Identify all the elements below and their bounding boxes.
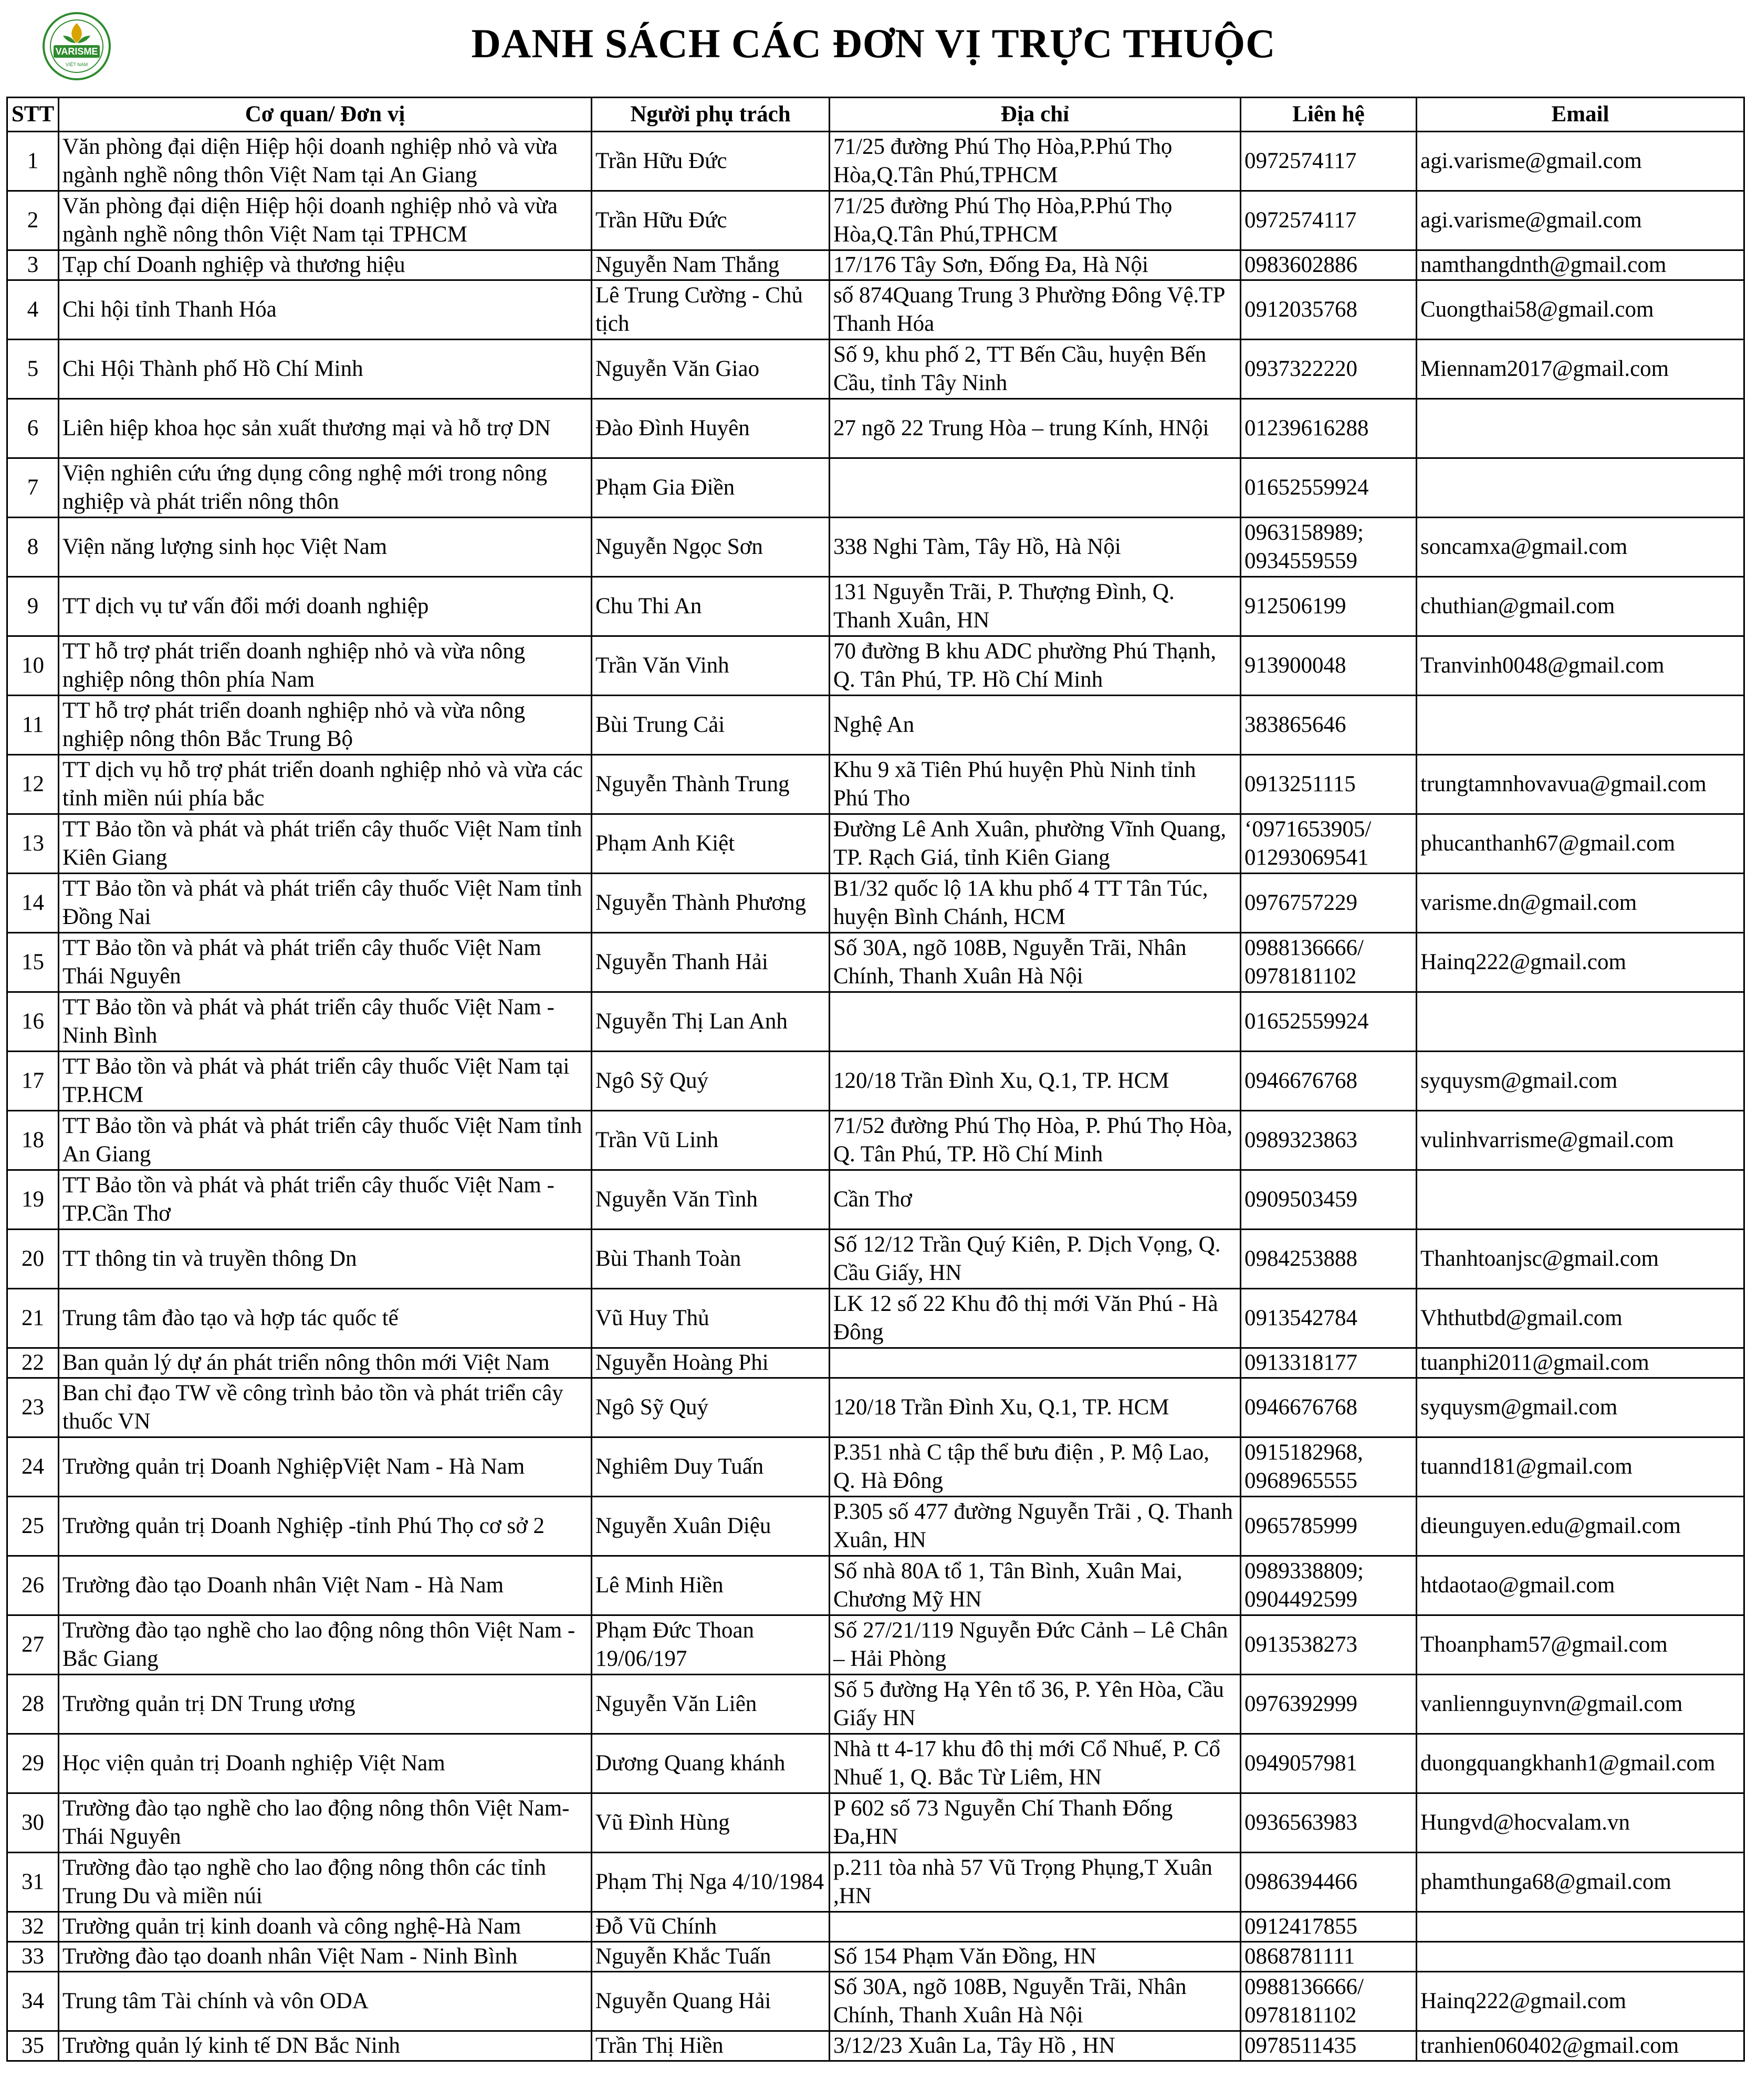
cell-address: số 874Quang Trung 3 Phường Đông Vệ.TP Thanh Hóa xyxy=(830,280,1241,340)
table-row xyxy=(7,1348,1744,1378)
cell-address: Số 9, khu phố 2, TT Bến Cầu, huyện Bến Cầu, tỉnh Tây Ninh xyxy=(830,340,1241,399)
table-row xyxy=(7,132,1744,191)
cell-email[interactable]: dieunguyen.edu@gmail.com xyxy=(1417,1497,1744,1556)
cell-unit: Trường đào tạo Doanh nhân Việt Nam - Hà Nam xyxy=(59,1556,592,1615)
cell-address: Khu 9 xã Tiên Phú huyện Phù Ninh tỉnh Phú Tho xyxy=(830,755,1241,814)
cell-email[interactable]: agi.varisme@gmail.com xyxy=(1417,132,1744,191)
cell-contact: 0976757229 xyxy=(1241,874,1417,933)
table-row xyxy=(7,1111,1744,1170)
cell-address: Nghệ An xyxy=(830,696,1241,755)
cell-address: P.305 số 477 đường Nguyễn Trãi , Q. Thanh Xuân, HN xyxy=(830,1497,1241,1556)
cell-person: Nguyễn Quang Hải xyxy=(592,1972,830,2031)
cell-contact: 0913318177 xyxy=(1241,1348,1417,1378)
cell-stt: 9 xyxy=(7,577,59,636)
table-header-row xyxy=(7,98,1744,132)
cell-address: Cần Thơ xyxy=(830,1170,1241,1230)
cell-contact: 383865646 xyxy=(1241,696,1417,755)
cell-stt: 25 xyxy=(7,1497,59,1556)
cell-email[interactable]: syquysm@gmail.com xyxy=(1417,1052,1744,1111)
cell-unit: Trường quản trị Doanh Nghiệp -tỉnh Phú Thọ cơ sở 2 xyxy=(59,1497,592,1556)
cell-email[interactable]: soncamxa@gmail.com xyxy=(1417,518,1744,577)
cell-stt: 18 xyxy=(7,1111,59,1170)
cell-stt: 35 xyxy=(7,2031,59,2061)
cell-person: Phạm Gia Điền xyxy=(592,458,830,518)
cell-unit: Văn phòng đại diện Hiệp hội doanh nghiệp nhỏ và vừa ngành nghề nông thôn Việt Nam tại An Giang xyxy=(59,132,592,191)
logo-text: VARISME xyxy=(55,46,98,57)
table-row xyxy=(7,250,1744,280)
cell-address: 338 Nghi Tàm, Tây Hồ, Hà Nội xyxy=(830,518,1241,577)
cell-contact: 0936563983 xyxy=(1241,1793,1417,1853)
cell-unit: TT Bảo tồn và phát và phát triển cây thuốc Việt Nam tại TP.HCM xyxy=(59,1052,592,1111)
cell-unit: TT hỗ trợ phát triển doanh nghiệp nhỏ và vừa nông nghiệp nông thôn phía Nam xyxy=(59,636,592,696)
table-row xyxy=(7,1793,1744,1853)
cell-address: P.351 nhà C tập thể bưu điện , P. Mộ Lao, Q. Hà Đông xyxy=(830,1437,1241,1497)
table-row xyxy=(7,1675,1744,1734)
cell-unit: Chi hội tỉnh Thanh Hóa xyxy=(59,280,592,340)
cell-address: Số 30A, ngõ 108B, Nguyễn Trãi, Nhân Chính, Thanh Xuân Hà Nội xyxy=(830,1972,1241,2031)
cell-person: Nguyễn Khắc Tuấn xyxy=(592,1942,830,1972)
cell-contact: 0913538273 xyxy=(1241,1615,1417,1675)
cell-unit: Trường quản trị DN Trung ương xyxy=(59,1675,592,1734)
cell-address: Số 12/12 Trần Quý Kiên, P. Dịch Vọng, Q. Cầu Giấy, HN xyxy=(830,1230,1241,1289)
cell-email xyxy=(1417,1912,1744,1942)
cell-address: Số 154 Phạm Văn Đồng, HN xyxy=(830,1942,1241,1972)
cell-contact: 0988136666/ 0978181102 xyxy=(1241,933,1417,992)
cell-person: Lê Minh Hiền xyxy=(592,1556,830,1615)
cell-stt: 2 xyxy=(7,191,59,250)
cell-contact: 0986394466 xyxy=(1241,1853,1417,1912)
cell-person: Đỗ Vũ Chính xyxy=(592,1912,830,1942)
cell-contact: ‘0971653905/ 01293069541 xyxy=(1241,814,1417,874)
cell-unit: Trường quản lý kinh tế DN Bắc Ninh xyxy=(59,2031,592,2061)
cell-address: p.211 tòa nhà 57 Vũ Trọng Phụng,T Xuân ,HN xyxy=(830,1853,1241,1912)
cell-address: 17/176 Tây Sơn, Đống Đa, Hà Nội xyxy=(830,250,1241,280)
cell-contact: 0965785999 xyxy=(1241,1497,1417,1556)
cell-email[interactable]: Thanhtoanjsc@gmail.com xyxy=(1417,1230,1744,1289)
table-row xyxy=(7,577,1744,636)
cell-email xyxy=(1417,458,1744,518)
table-row xyxy=(7,992,1744,1052)
cell-person: Nguyễn Thị Lan Anh xyxy=(592,992,830,1052)
cell-address: Số nhà 80A tổ 1, Tân Bình, Xuân Mai, Chương Mỹ HN xyxy=(830,1556,1241,1615)
cell-stt: 32 xyxy=(7,1912,59,1942)
cell-stt: 16 xyxy=(7,992,59,1052)
cell-stt: 4 xyxy=(7,280,59,340)
cell-stt: 7 xyxy=(7,458,59,518)
cell-person: Nguyễn Xuân Diệu xyxy=(592,1497,830,1556)
cell-person: Ngô Sỹ Quý xyxy=(592,1378,830,1437)
cell-email[interactable]: trungtamnhovavua@gmail.com xyxy=(1417,755,1744,814)
cell-email[interactable]: namthangdnth@gmail.com xyxy=(1417,250,1744,280)
logo-subtext: VIỆT NAM xyxy=(65,62,88,67)
cell-stt: 15 xyxy=(7,933,59,992)
cell-unit: Trường đào tạo nghề cho lao động nông thôn Việt Nam - Bắc Giang xyxy=(59,1615,592,1675)
cell-stt: 33 xyxy=(7,1942,59,1972)
cell-person: Trần Hữu Đức xyxy=(592,191,830,250)
cell-email[interactable]: vulinhvarrisme@gmail.com xyxy=(1417,1111,1744,1170)
table-row xyxy=(7,2031,1744,2061)
cell-email[interactable]: vanliennguynvn@gmail.com xyxy=(1417,1675,1744,1734)
cell-unit: TT Bảo tồn và phát và phát triển cây thuốc Việt Nam Thái Nguyên xyxy=(59,933,592,992)
cell-address: Nhà tt 4-17 khu đô thị mới Cổ Nhuế, P. Cổ Nhuế 1, Q. Bắc Từ Liêm, HN xyxy=(830,1734,1241,1793)
cell-stt: 26 xyxy=(7,1556,59,1615)
cell-person: Phạm Anh Kiệt xyxy=(592,814,830,874)
cell-stt: 31 xyxy=(7,1853,59,1912)
cell-email[interactable]: phamthunga68@gmail.com xyxy=(1417,1853,1744,1912)
cell-email xyxy=(1417,399,1744,458)
cell-email[interactable]: tranhien060402@gmail.com xyxy=(1417,2031,1744,2061)
cell-person: Nguyễn Văn Giao xyxy=(592,340,830,399)
table-body xyxy=(7,132,1744,2061)
table-row xyxy=(7,1437,1744,1497)
table-row xyxy=(7,399,1744,458)
cell-address: P 602 số 73 Nguyễn Chí Thanh Đống Đa,HN xyxy=(830,1793,1241,1853)
table-row xyxy=(7,1052,1744,1111)
cell-unit: Ban quản lý dự án phát triển nông thôn mới Việt Nam xyxy=(59,1348,592,1378)
cell-contact: 0963158989; 0934559559 xyxy=(1241,518,1417,577)
cell-person: Nguyễn Thành Trung xyxy=(592,755,830,814)
table-row xyxy=(7,1853,1744,1912)
table-row xyxy=(7,933,1744,992)
cell-contact: 0976392999 xyxy=(1241,1675,1417,1734)
cell-contact: 0915182968, 0968965555 xyxy=(1241,1437,1417,1497)
cell-email[interactable]: tuannd181@gmail.com xyxy=(1417,1437,1744,1497)
table-row xyxy=(7,1972,1744,2031)
cell-person: Vũ Huy Thủ xyxy=(592,1289,830,1348)
cell-person: Bùi Thanh Toàn xyxy=(592,1230,830,1289)
cell-contact: 01239616288 xyxy=(1241,399,1417,458)
cell-unit: TT hỗ trợ phát triển doanh nghiệp nhỏ và vừa nông nghiệp nông thôn Bắc Trung Bộ xyxy=(59,696,592,755)
cell-unit: TT Bảo tồn và phát và phát triển cây thuốc Việt Nam tỉnh Kiên Giang xyxy=(59,814,592,874)
cell-contact: 0983602886 xyxy=(1241,250,1417,280)
cell-unit: Trường quản trị Doanh NghiệpViệt Nam - Hà Nam xyxy=(59,1437,592,1497)
cell-address: 120/18 Trần Đình Xu, Q.1, TP. HCM xyxy=(830,1378,1241,1437)
cell-stt: 22 xyxy=(7,1348,59,1378)
cell-stt: 29 xyxy=(7,1734,59,1793)
cell-address: LK 12 số 22 Khu đô thị mới Văn Phú - Hà Đông xyxy=(830,1289,1241,1348)
cell-contact: 0912417855 xyxy=(1241,1912,1417,1942)
cell-stt: 27 xyxy=(7,1615,59,1675)
cell-stt: 1 xyxy=(7,132,59,191)
cell-email[interactable]: duongquangkhanh1@gmail.com xyxy=(1417,1734,1744,1793)
cell-stt: 34 xyxy=(7,1972,59,2031)
cell-person: Nguyễn Nam Thắng xyxy=(592,250,830,280)
table-row xyxy=(7,518,1744,577)
table-row xyxy=(7,874,1744,933)
units-table-container xyxy=(6,97,1743,2062)
cell-contact: 0909503459 xyxy=(1241,1170,1417,1230)
cell-address: Số 30A, ngõ 108B, Nguyễn Trãi, Nhân Chính, Thanh Xuân Hà Nội xyxy=(830,933,1241,992)
cell-address: 71/25 đường Phú Thọ Hòa,P.Phú Thọ Hòa,Q.Tân Phú,TPHCM xyxy=(830,191,1241,250)
cell-email[interactable]: Vhthutbd@gmail.com xyxy=(1417,1289,1744,1348)
header-contact: Liên hệ xyxy=(1241,98,1417,132)
cell-person: Trần Văn Vinh xyxy=(592,636,830,696)
cell-person: Nghiêm Duy Tuấn xyxy=(592,1437,830,1497)
cell-address: 120/18 Trần Đình Xu, Q.1, TP. HCM xyxy=(830,1052,1241,1111)
cell-person: Nguyễn Hoàng Phi xyxy=(592,1348,830,1378)
cell-stt: 24 xyxy=(7,1437,59,1497)
cell-email[interactable]: Thoanpham57@gmail.com xyxy=(1417,1615,1744,1675)
cell-contact: 0972574117 xyxy=(1241,132,1417,191)
cell-contact: 913900048 xyxy=(1241,636,1417,696)
table-row xyxy=(7,814,1744,874)
cell-contact: 0913542784 xyxy=(1241,1289,1417,1348)
cell-unit: Trường quản trị kinh doanh và công nghệ-Hà Nam xyxy=(59,1912,592,1942)
table-row xyxy=(7,755,1744,814)
cell-stt: 28 xyxy=(7,1675,59,1734)
cell-address: B1/32 quốc lộ 1A khu phố 4 TT Tân Túc, huyện Bình Chánh, HCM xyxy=(830,874,1241,933)
cell-address: Số 5 đường Hạ Yên tổ 36, P. Yên Hòa, Cầu Giấy HN xyxy=(830,1675,1241,1734)
cell-email xyxy=(1417,992,1744,1052)
table-row xyxy=(7,1912,1744,1942)
cell-stt: 19 xyxy=(7,1170,59,1230)
cell-unit: Tạp chí Doanh nghiệp và thương hiệu xyxy=(59,250,592,280)
cell-person: Nguyễn Văn Tình xyxy=(592,1170,830,1230)
cell-stt: 11 xyxy=(7,696,59,755)
table-row xyxy=(7,1230,1744,1289)
cell-contact: 0989338809; 0904492599 xyxy=(1241,1556,1417,1615)
cell-email[interactable]: varisme.dn@gmail.com xyxy=(1417,874,1744,933)
cell-email[interactable]: Cuongthai58@gmail.com xyxy=(1417,280,1744,340)
cell-contact: 01652559924 xyxy=(1241,992,1417,1052)
cell-person: Nguyễn Ngọc Sơn xyxy=(592,518,830,577)
cell-email[interactable]: phucanthanh67@gmail.com xyxy=(1417,814,1744,874)
cell-person: Nguyễn Thành Phương xyxy=(592,874,830,933)
table-row xyxy=(7,1497,1744,1556)
cell-contact: 0913251115 xyxy=(1241,755,1417,814)
cell-unit: Trung tâm Tài chính và vôn ODA xyxy=(59,1972,592,2031)
cell-unit: TT Bảo tồn và phát và phát triển cây thuốc Việt Nam tỉnh An Giang xyxy=(59,1111,592,1170)
cell-stt: 23 xyxy=(7,1378,59,1437)
cell-contact: 0946676768 xyxy=(1241,1052,1417,1111)
cell-address xyxy=(830,1912,1241,1942)
header-email: Email xyxy=(1417,98,1744,132)
cell-address: 71/25 đường Phú Thọ Hòa,P.Phú Thọ Hòa,Q.Tân Phú,TPHCM xyxy=(830,132,1241,191)
cell-unit: Viện năng lượng sinh học Việt Nam xyxy=(59,518,592,577)
cell-unit: TT dịch vụ hỗ trợ phát triển doanh nghiệp nhỏ và vừa các tỉnh miền núi phía bắc xyxy=(59,755,592,814)
cell-person: Bùi Trung Cải xyxy=(592,696,830,755)
cell-stt: 13 xyxy=(7,814,59,874)
page-header xyxy=(0,0,1747,94)
table-row xyxy=(7,1289,1744,1348)
header-unit: Cơ quan/ Đơn vị xyxy=(59,98,592,132)
cell-stt: 10 xyxy=(7,636,59,696)
table-row xyxy=(7,340,1744,399)
cell-stt: 20 xyxy=(7,1230,59,1289)
cell-email xyxy=(1417,696,1744,755)
cell-unit: Liên hiệp khoa học sản xuất thương mại và hỗ trợ DN xyxy=(59,399,592,458)
cell-stt: 21 xyxy=(7,1289,59,1348)
cell-unit: Học viện quản trị Doanh nghiệp Việt Nam xyxy=(59,1734,592,1793)
cell-address: Đường Lê Anh Xuân, phường Vĩnh Quang, TP. Rạch Giá, tỉnh Kiên Giang xyxy=(830,814,1241,874)
cell-person: Phạm Thị Nga 4/10/1984 xyxy=(592,1853,830,1912)
table-row xyxy=(7,280,1744,340)
cell-unit: TT thông tin và truyền thông Dn xyxy=(59,1230,592,1289)
cell-person: Phạm Đức Thoan 19/06/197 xyxy=(592,1615,830,1675)
table-row xyxy=(7,458,1744,518)
cell-contact: 0978511435 xyxy=(1241,2031,1417,2061)
cell-unit: Trường đào tạo nghề cho lao động nông thôn Việt Nam- Thái Nguyên xyxy=(59,1793,592,1853)
cell-unit: Chi Hội Thành phố Hồ Chí Minh xyxy=(59,340,592,399)
cell-person: Nguyễn Thanh Hải xyxy=(592,933,830,992)
cell-contact: 0988136666/ 0978181102 xyxy=(1241,1972,1417,2031)
cell-unit: Viện nghiên cứu ứng dụng công nghệ mới trong nông nghiệp và phát triển nông thôn xyxy=(59,458,592,518)
cell-address: 27 ngõ 22 Trung Hòa – trung Kính, HNội xyxy=(830,399,1241,458)
cell-email[interactable]: htdaotao@gmail.com xyxy=(1417,1556,1744,1615)
table-row xyxy=(7,696,1744,755)
cell-contact: 0949057981 xyxy=(1241,1734,1417,1793)
cell-person: Ngô Sỹ Quý xyxy=(592,1052,830,1111)
cell-contact: 0937322220 xyxy=(1241,340,1417,399)
cell-email[interactable]: Tranvinh0048@gmail.com xyxy=(1417,636,1744,696)
cell-email[interactable]: Hainq222@gmail.com xyxy=(1417,1972,1744,2031)
cell-person: Dương Quang khánh xyxy=(592,1734,830,1793)
cell-contact: 0946676768 xyxy=(1241,1378,1417,1437)
cell-email[interactable]: Miennam2017@gmail.com xyxy=(1417,340,1744,399)
cell-stt: 30 xyxy=(7,1793,59,1853)
cell-address xyxy=(830,1348,1241,1378)
cell-unit: TT Bảo tồn và phát và phát triển cây thuốc Việt Nam - TP.Cần Thơ xyxy=(59,1170,592,1230)
cell-contact: 0912035768 xyxy=(1241,280,1417,340)
cell-unit: Trung tâm đào tạo và hợp tác quốc tế xyxy=(59,1289,592,1348)
cell-contact: 01652559924 xyxy=(1241,458,1417,518)
units-table xyxy=(6,97,1745,2062)
cell-email[interactable]: chuthian@gmail.com xyxy=(1417,577,1744,636)
cell-stt: 17 xyxy=(7,1052,59,1111)
cell-person: Vũ Đình Hùng xyxy=(592,1793,830,1853)
cell-person: Chu Thi An xyxy=(592,577,830,636)
cell-person: Trần Thị Hiền xyxy=(592,2031,830,2061)
cell-stt: 6 xyxy=(7,399,59,458)
cell-stt: 8 xyxy=(7,518,59,577)
cell-email xyxy=(1417,1942,1744,1972)
table-row xyxy=(7,1378,1744,1437)
cell-person: Nguyễn Văn Liên xyxy=(592,1675,830,1734)
cell-address: 3/12/23 Xuân La, Tây Hồ , HN xyxy=(830,2031,1241,2061)
cell-email[interactable]: Hainq222@gmail.com xyxy=(1417,933,1744,992)
cell-contact: 0972574117 xyxy=(1241,191,1417,250)
cell-address: Số 27/21/119 Nguyễn Đức Cảnh – Lê Chân – Hải Phòng xyxy=(830,1615,1241,1675)
cell-unit: TT dịch vụ tư vấn đổi mới doanh nghiệp xyxy=(59,577,592,636)
cell-email[interactable]: tuanphi2011@gmail.com xyxy=(1417,1348,1744,1378)
cell-unit: Trường đào tạo doanh nhân Việt Nam - Ninh Bình xyxy=(59,1942,592,1972)
cell-stt: 5 xyxy=(7,340,59,399)
cell-unit: TT Bảo tồn và phát và phát triển cây thuốc Việt Nam tỉnh Đồng Nai xyxy=(59,874,592,933)
cell-person: Lê Trung Cường - Chủ tịch xyxy=(592,280,830,340)
page-title: DANH SÁCH CÁC ĐƠN VỊ TRỰC THUỘC xyxy=(471,20,1276,66)
cell-address xyxy=(830,992,1241,1052)
cell-contact: 0984253888 xyxy=(1241,1230,1417,1289)
cell-email[interactable]: syquysm@gmail.com xyxy=(1417,1378,1744,1437)
table-row xyxy=(7,1556,1744,1615)
header-person: Người phụ trách xyxy=(592,98,830,132)
table-row xyxy=(7,191,1744,250)
table-row xyxy=(7,636,1744,696)
cell-email xyxy=(1417,1170,1744,1230)
cell-contact: 0868781111 xyxy=(1241,1942,1417,1972)
cell-person: Trần Vũ Linh xyxy=(592,1111,830,1170)
cell-address: 70 đường B khu ADC phường Phú Thạnh, Q. Tân Phú, TP. Hồ Chí Minh xyxy=(830,636,1241,696)
cell-unit: Trường đào tạo nghề cho lao động nông thôn các tỉnh Trung Du và miền núi xyxy=(59,1853,592,1912)
cell-address xyxy=(830,458,1241,518)
cell-contact: 0989323863 xyxy=(1241,1111,1417,1170)
table-row xyxy=(7,1942,1744,1972)
cell-stt: 3 xyxy=(7,250,59,280)
table-row xyxy=(7,1170,1744,1230)
cell-unit: Văn phòng đại diện Hiệp hội doanh nghiệp nhỏ và vừa ngành nghề nông thôn Việt Nam tại TPHCM xyxy=(59,191,592,250)
table-row xyxy=(7,1734,1744,1793)
cell-person: Trần Hữu Đức xyxy=(592,132,830,191)
table-row xyxy=(7,1615,1744,1675)
cell-contact: 912506199 xyxy=(1241,577,1417,636)
cell-email[interactable]: Hungvd@hocvalam.vn xyxy=(1417,1793,1744,1853)
header-stt: STT xyxy=(7,98,59,132)
cell-email[interactable]: agi.varisme@gmail.com xyxy=(1417,191,1744,250)
cell-stt: 12 xyxy=(7,755,59,814)
cell-unit: Ban chỉ đạo TW về công trình bảo tồn và phát triển cây thuốc VN xyxy=(59,1378,592,1437)
cell-address: 131 Nguyễn Trãi, P. Thượng Đình, Q. Thanh Xuân, HN xyxy=(830,577,1241,636)
cell-unit: TT Bảo tồn và phát và phát triển cây thuốc Việt Nam - Ninh Bình xyxy=(59,992,592,1052)
cell-stt: 14 xyxy=(7,874,59,933)
header-address: Địa chỉ xyxy=(830,98,1241,132)
cell-person: Đào Đình Huyên xyxy=(592,399,830,458)
cell-address: 71/52 đường Phú Thọ Hòa, P. Phú Thọ Hòa, Q. Tân Phú, TP. Hồ Chí Minh xyxy=(830,1111,1241,1170)
